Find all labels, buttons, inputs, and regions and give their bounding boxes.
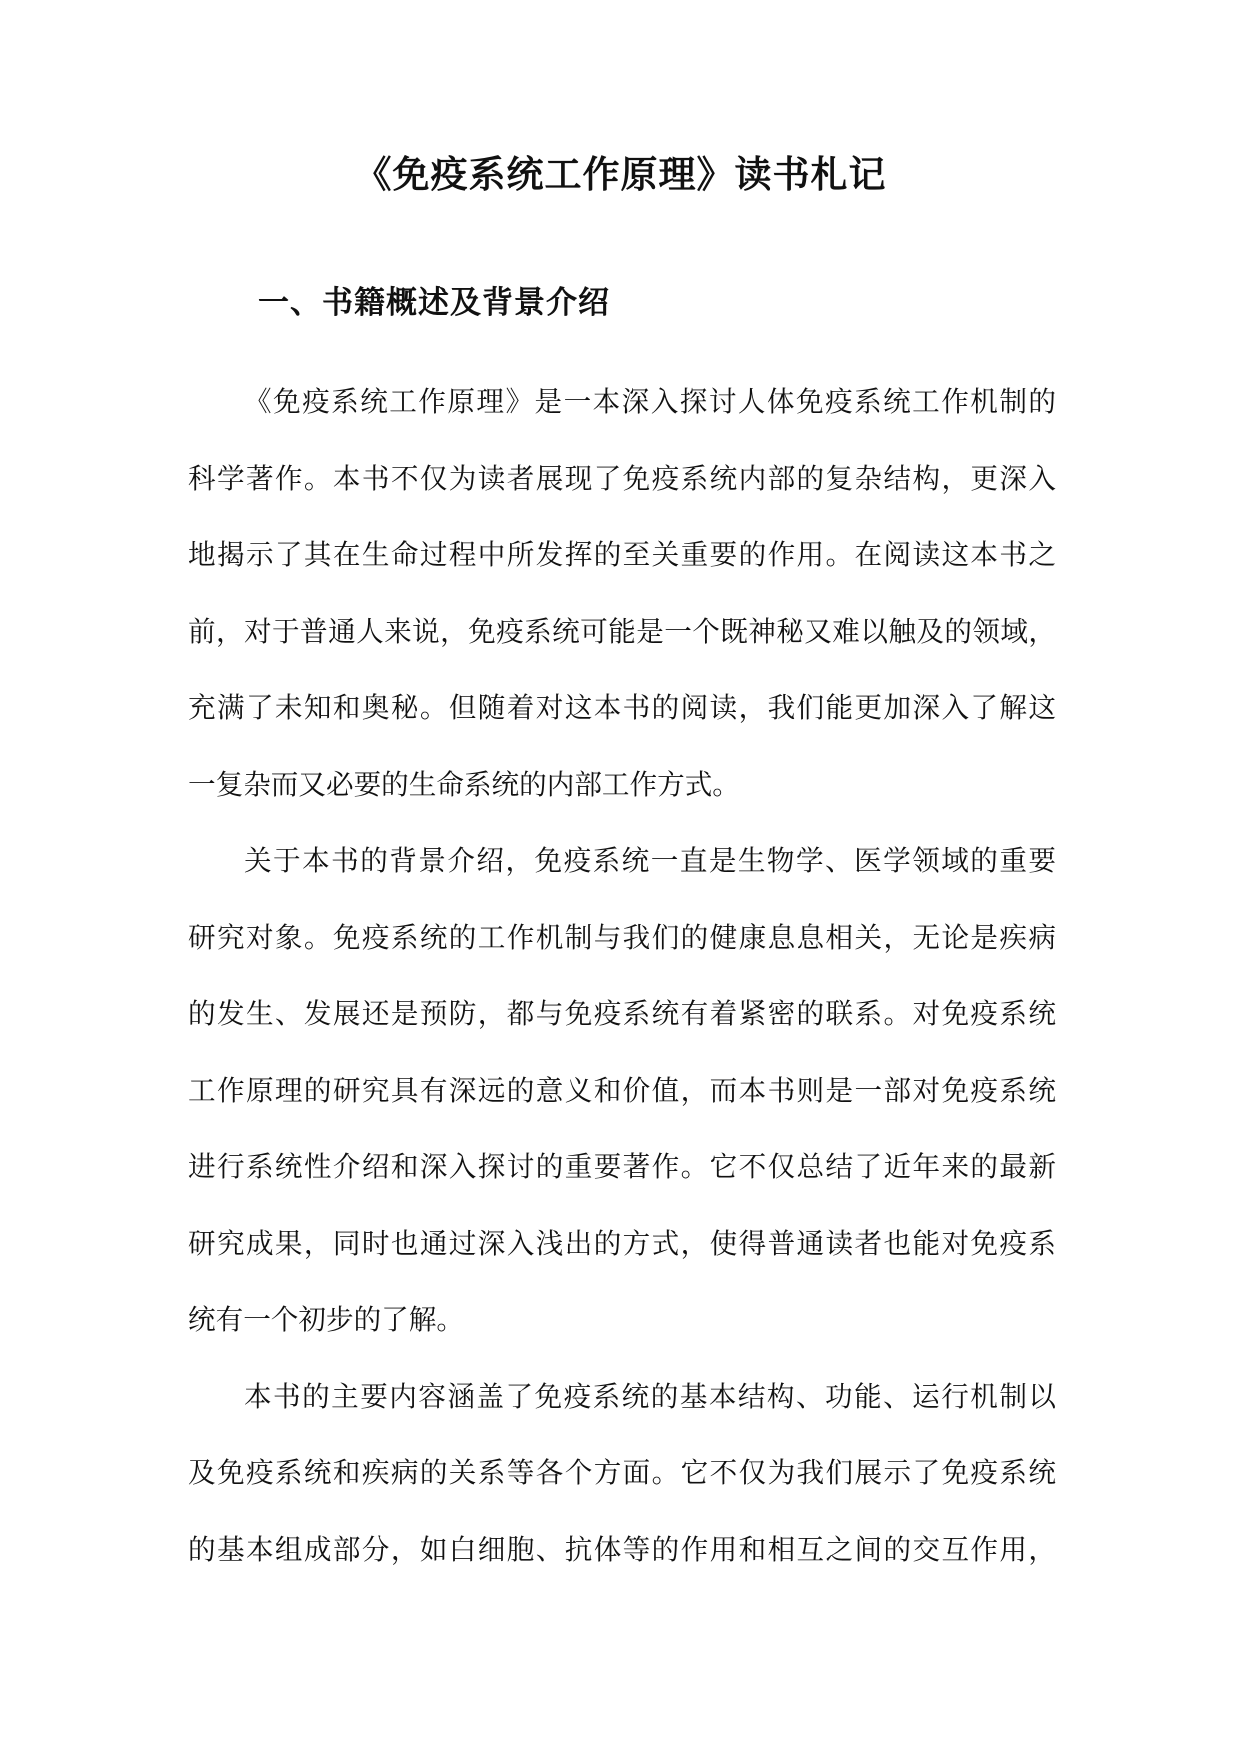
paragraph-line: 科学著作。本书不仅为读者展现了免疫系统内部的复杂结构，更深入	[188, 461, 1056, 495]
paragraph	[188, 364, 1056, 823]
paragraph-line: 关于本书的背景介绍，免疫系统一直是生物学、医学领域的重要	[244, 844, 1056, 877]
paragraph-line: 地揭示了其在生命过程中所发挥的至关重要的作用。在阅读这本书之	[188, 538, 1056, 571]
paragraph-line: 一复杂而又必要的生命系统的内部工作方式。	[188, 767, 740, 801]
section-heading: 一、书籍概述及背景介绍	[258, 285, 610, 321]
paragraph-line: 统有一个初步的了解。	[188, 1303, 464, 1336]
paragraph-line: 的发生、发展还是预防，都与免疫系统有着紧密的联系。对免疫系统	[188, 997, 1056, 1030]
paragraph	[188, 1359, 1056, 1589]
paragraph-line: 工作原理的研究具有深远的意义和价值，而本书则是一部对免疫系统	[188, 1073, 1056, 1107]
paragraph-line: 研究对象。免疫系统的工作机制与我们的健康息息相关，无论是疾病	[188, 920, 1056, 954]
paragraph-line: 及免疫系统和疾病的关系等各个方面。它不仅为我们展示了免疫系统	[188, 1456, 1056, 1489]
paragraph	[188, 823, 1056, 1359]
paragraph-line: 充满了未知和奥秘。但随着对这本书的阅读，我们能更加深入了解这	[188, 691, 1056, 724]
document-body	[188, 364, 1056, 1588]
paragraph-line: 《免疫系统工作原理》是一本深入探讨人体免疫系统工作机制的	[244, 385, 1056, 418]
paragraph-line: 进行系统性介绍和深入探讨的重要著作。它不仅总结了近年来的最新	[188, 1150, 1056, 1183]
document-title: 《免疫系统工作原理》读书札记	[354, 152, 887, 196]
paragraph-line: 本书的主要内容涵盖了免疫系统的基本结构、功能、运行机制以	[244, 1379, 1056, 1413]
paragraph-line: 的基本组成部分，如白细胞、抗体等的作用和相互之间的交互作用，	[188, 1532, 1056, 1566]
paragraph-line: 研究成果，同时也通过深入浅出的方式，使得普通读者也能对免疫系	[188, 1226, 1056, 1260]
paragraph-line: 前，对于普通人来说，免疫系统可能是一个既神秘又难以触及的领域，	[188, 614, 1056, 648]
